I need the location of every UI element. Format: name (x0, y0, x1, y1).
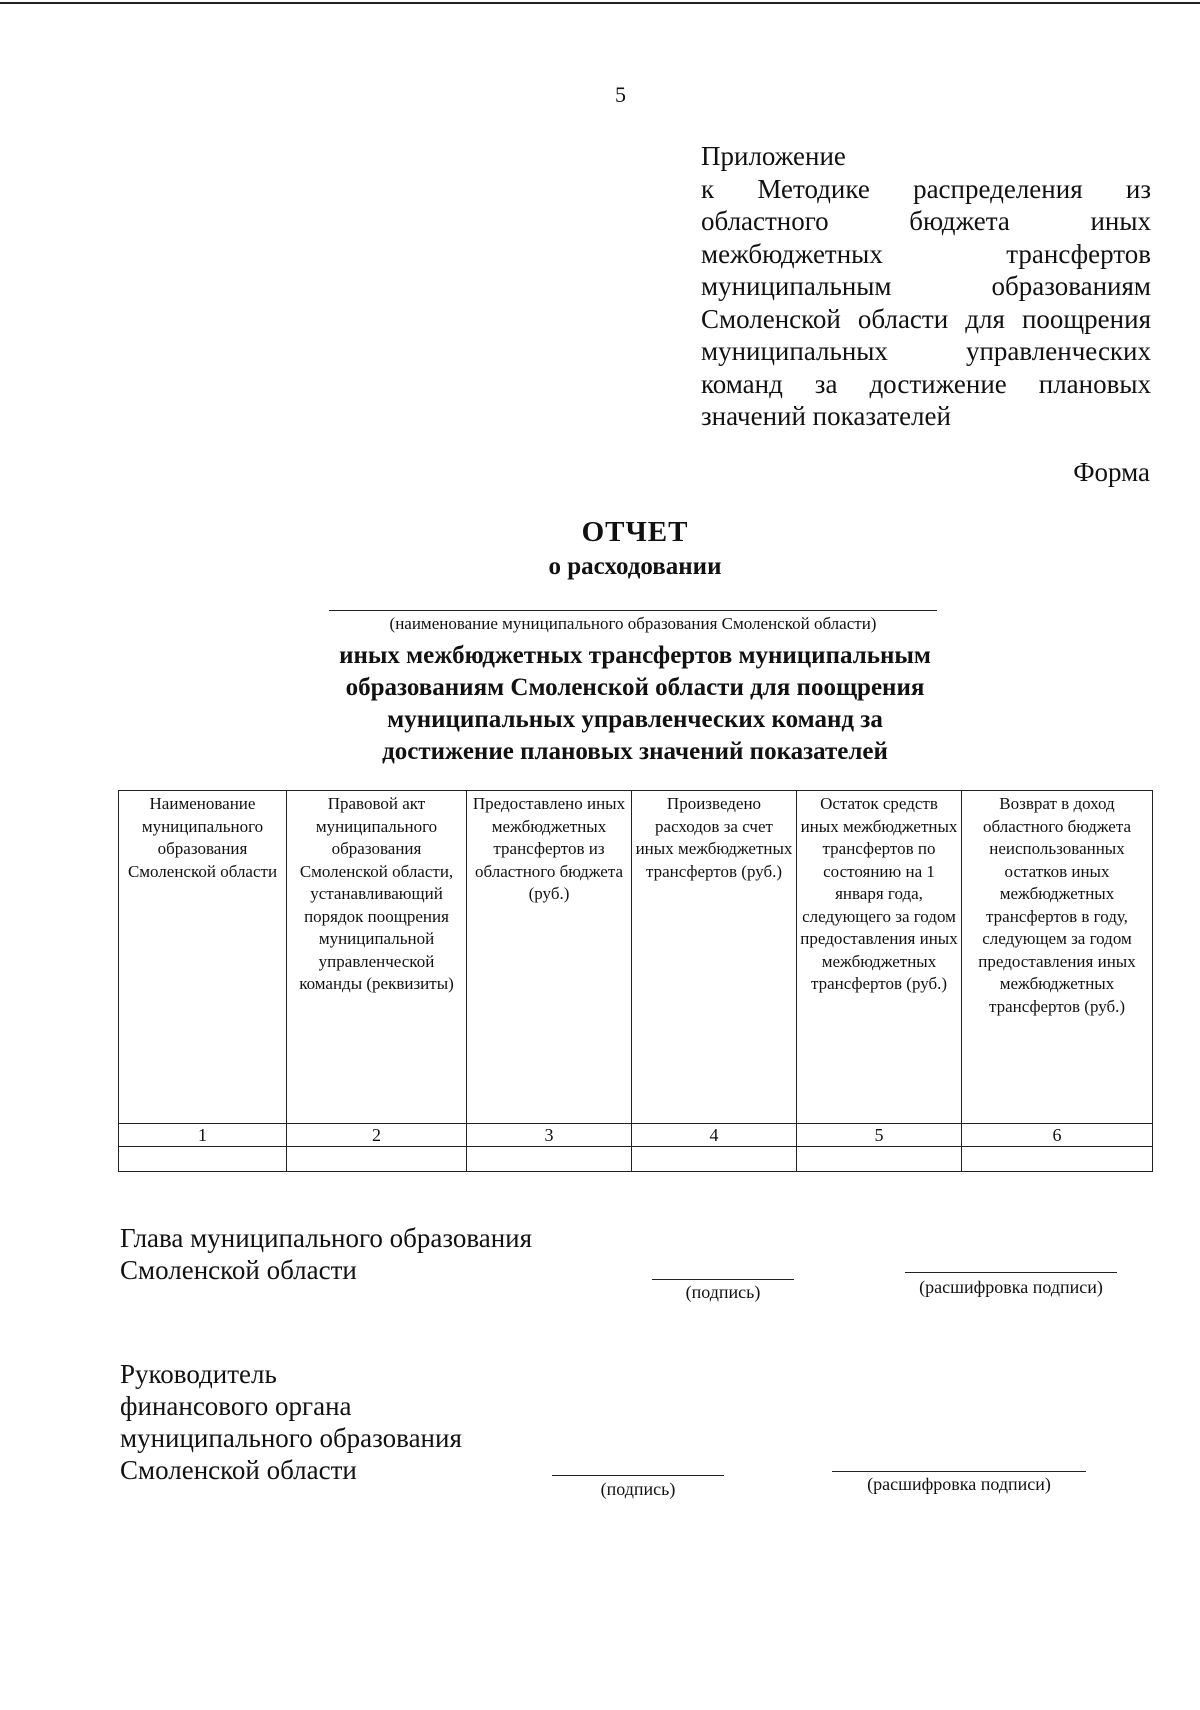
appendix-line: межбюджетных трансфертов (701, 238, 1151, 269)
table-header-row (119, 791, 1153, 1124)
finance-decoding-hint: (расшифровка подписи) (867, 1474, 1051, 1494)
report-subject (0, 640, 1200, 768)
finance-title-line: Смоленской области (120, 1455, 357, 1485)
head-signature-line (652, 1279, 794, 1280)
empty-cell (467, 1147, 632, 1172)
appendix-line: значений показателей (701, 401, 951, 431)
column-number: 2 (287, 1124, 467, 1147)
municipality-name-hint: (наименование муниципального образования Смоленской области) (389, 614, 877, 633)
subject-line: образованиям Смоленской области для поощрения (345, 674, 925, 701)
report-table (118, 790, 1153, 1172)
column-number: 6 (962, 1124, 1153, 1147)
header-return: Возврат в доход областного бюджета неиспользованных остатков иных межбюджетных трансфертов в году, следующем за годом предоставления иных межбюджетных трансфертов (руб.) (962, 791, 1153, 1124)
report-subtitle: о расходовании (548, 553, 722, 580)
empty-cell (287, 1147, 467, 1172)
form-label: Форма (1073, 457, 1150, 487)
header-provided: Предоставлено иных межбюджетных трансфертов из областного бюджета (руб.) (467, 791, 632, 1124)
finance-signature-hint: (подпись) (600, 1479, 676, 1499)
finance-signature-line (552, 1475, 724, 1476)
head-decoding-line (905, 1272, 1117, 1273)
header-spent: Произведено расходов за счет иных межбюджетных трансфертов (руб.) (632, 791, 797, 1124)
subject-line: достижение плановых значений показателей (382, 738, 888, 765)
appendix-block (701, 140, 1151, 433)
report-title: ОТЧЕТ (581, 516, 689, 548)
page-number: 5 (615, 82, 626, 107)
appendix-line: областного бюджета иных (701, 206, 1151, 236)
appendix-line: Смоленской области для поощрения (701, 303, 1151, 334)
empty-cell (797, 1147, 962, 1172)
appendix-line: к Методике распределения из (701, 173, 1151, 204)
column-number: 3 (467, 1124, 632, 1147)
finance-decoding-line (832, 1471, 1086, 1472)
head-signature-hint: (подпись) (685, 1282, 761, 1302)
head-decoding-hint: (расшифровка подписи) (919, 1277, 1103, 1297)
empty-data-row (119, 1147, 1153, 1172)
subject-line: муниципальных управленческих команд за (387, 706, 883, 733)
empty-cell (962, 1147, 1153, 1172)
appendix-line: муниципальных управленческих (701, 336, 1151, 366)
header-municipality: Наименование муниципального образования Смоленской области (119, 791, 287, 1124)
column-number: 4 (632, 1124, 797, 1147)
head-title-line: Смоленской области (120, 1255, 357, 1285)
appendix-line: команд за достижение плановых (701, 368, 1151, 399)
subject-line: иных межбюджетных трансфертов муниципальным (339, 642, 931, 669)
top-scan-border (0, 2, 1200, 4)
empty-cell (119, 1147, 287, 1172)
column-number: 1 (119, 1124, 287, 1147)
finance-title-line: Руководитель (120, 1359, 277, 1389)
head-signature-title (120, 1222, 532, 1286)
empty-cell (632, 1147, 797, 1172)
appendix-line: муниципальным образованиям (701, 271, 1151, 301)
appendix-line: Приложение (701, 141, 846, 171)
finance-title-line: муниципального образования (120, 1423, 462, 1453)
head-title-line: Глава муниципального образования (120, 1223, 533, 1253)
column-number: 5 (797, 1124, 962, 1147)
municipality-name-line (329, 610, 937, 611)
finance-signature-title (120, 1358, 462, 1486)
header-legal-act: Правовой акт муниципального образования Смоленской области, устанавливающий порядок поощрения муниципальной управленческой команды (реквизиты) (287, 791, 467, 1124)
finance-title-line: финансового органа (120, 1391, 352, 1421)
column-number-row (119, 1124, 1153, 1147)
header-balance: Остаток средств иных межбюджетных трансфертов по состоянию на 1 января года, следующего за годом предоставления иных межбюджетных трансфертов (руб.) (797, 791, 962, 1124)
